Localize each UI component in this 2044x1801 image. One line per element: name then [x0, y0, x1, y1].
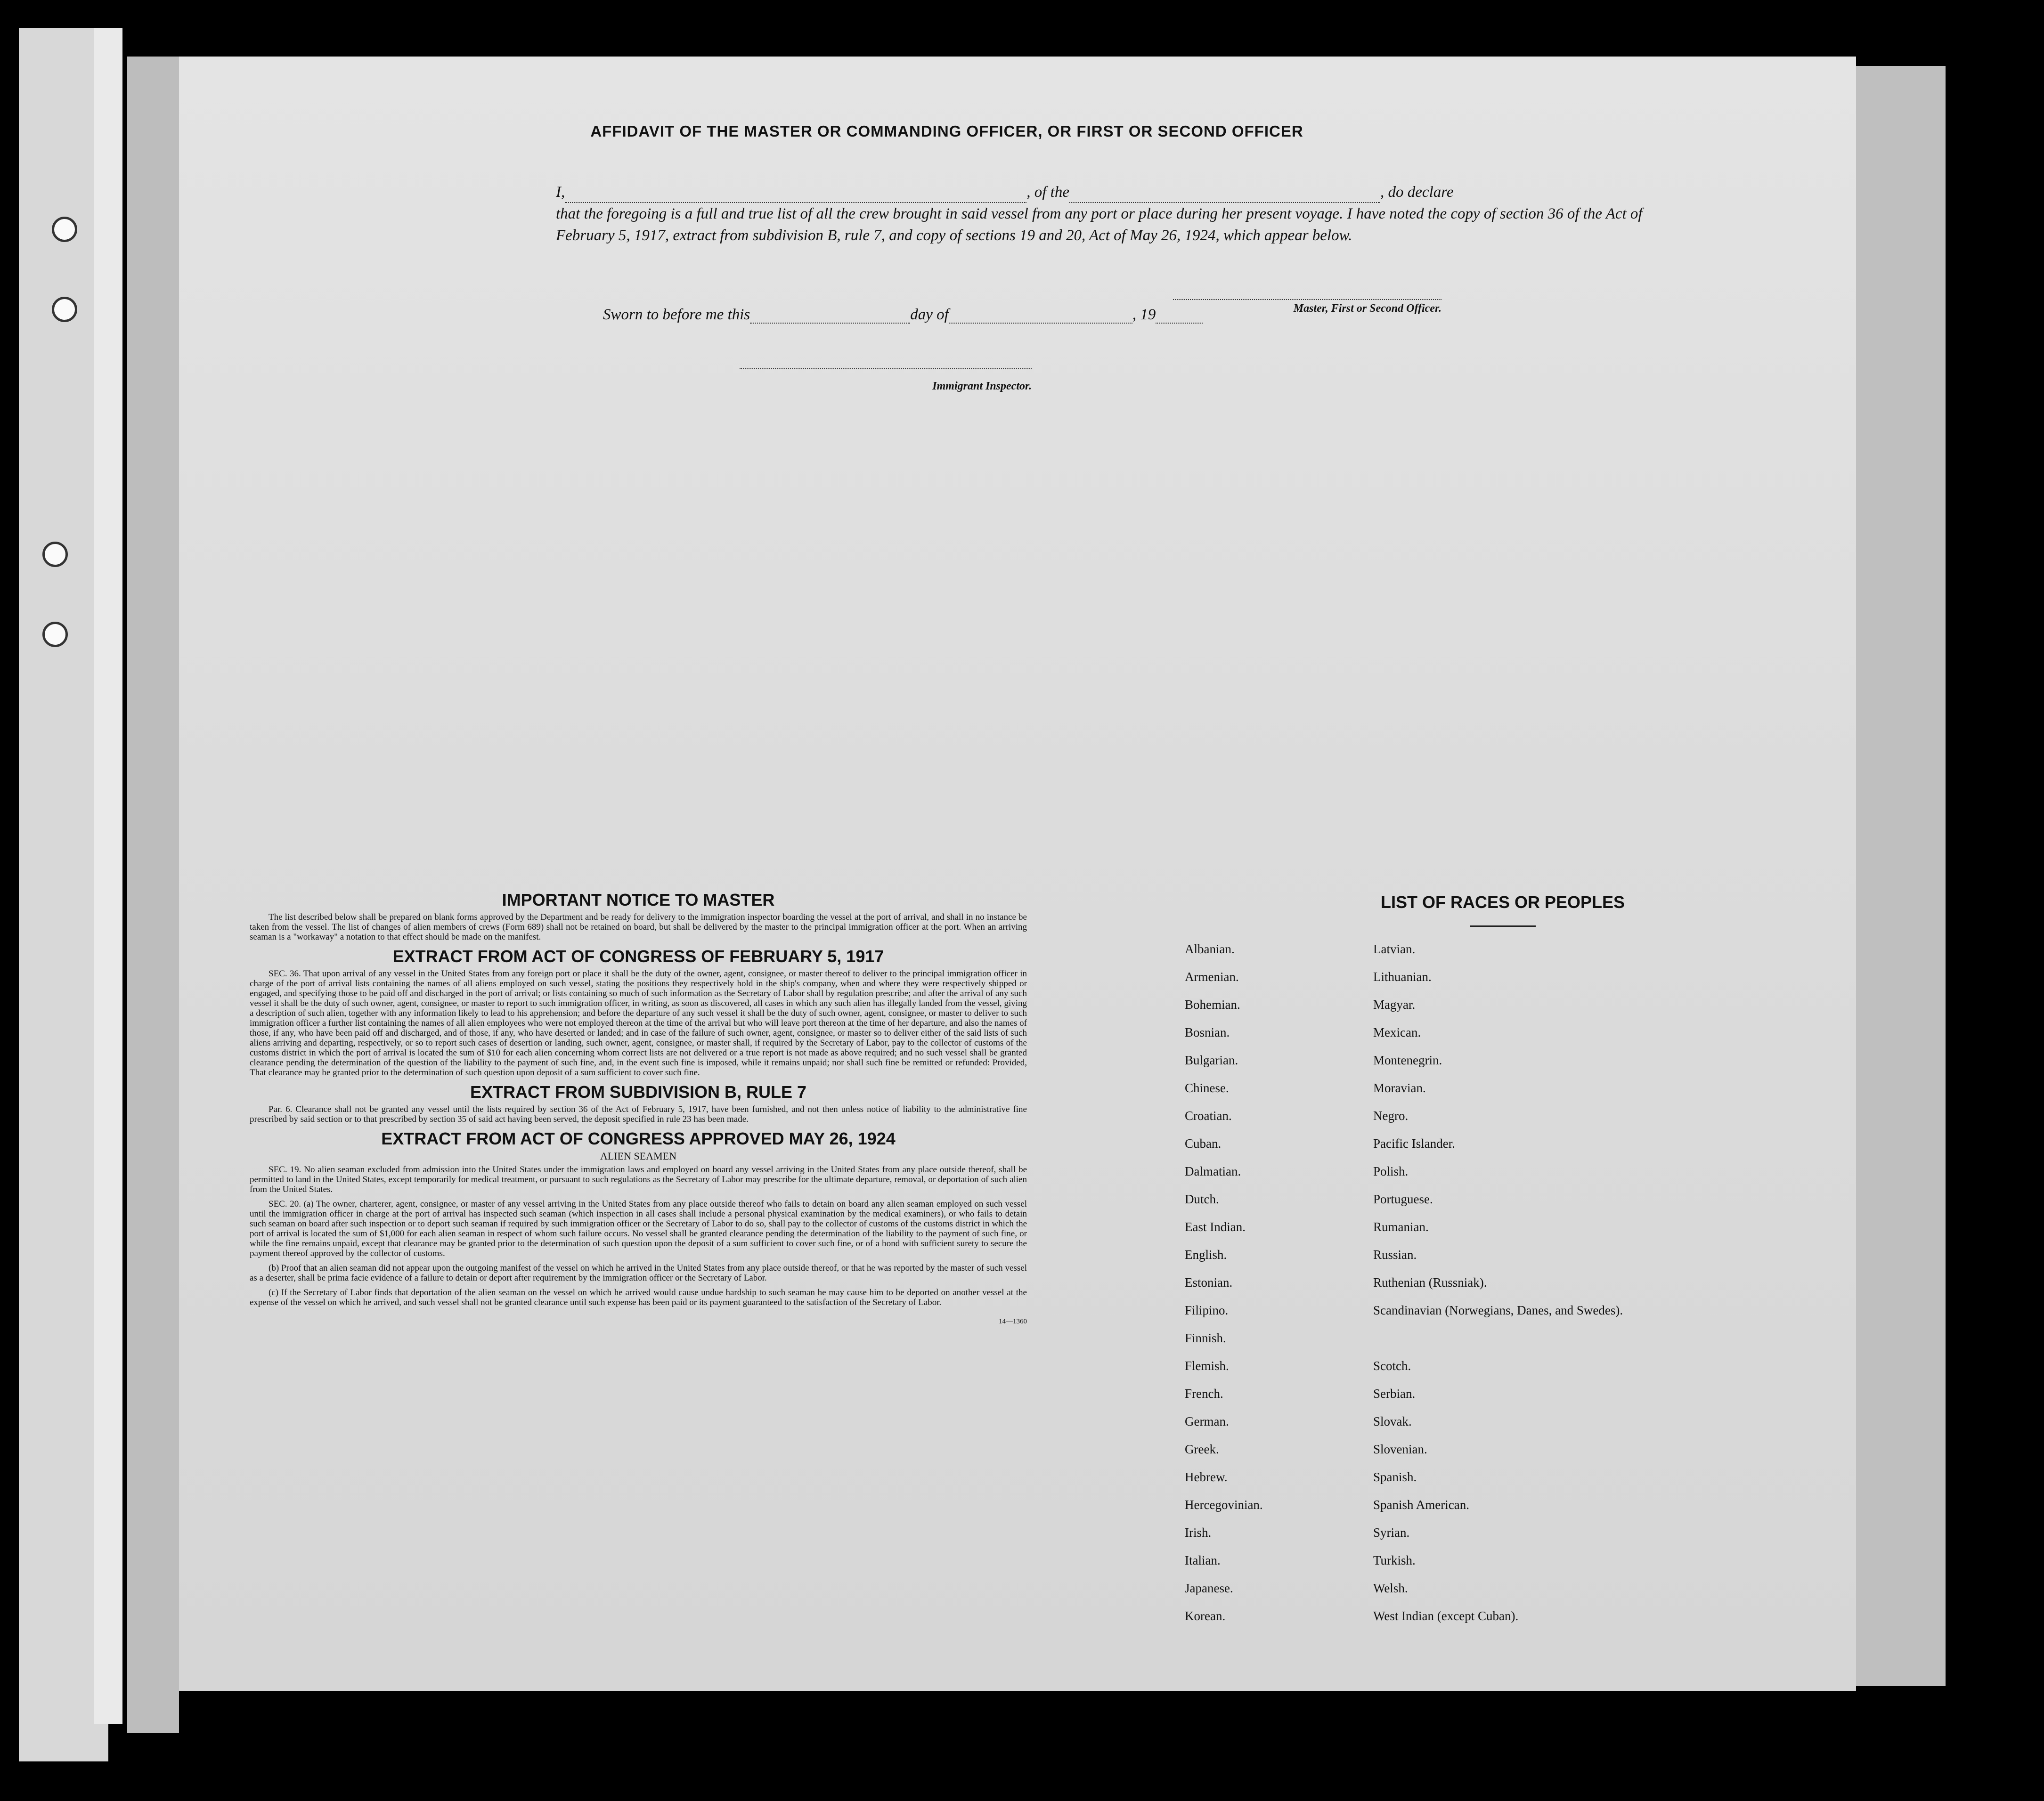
extract-rule7-text: Par. 6. Clearance shall not be granted any vessel until the lists required by section 36 of the Act of February 5, 1917, have been furnished, and not then unless notice of liability to the administrative fine prescribed by said section or to that prescribed by section 35 of said act having been served, the deposit specified in rule 23 has been made.: [250, 1104, 1027, 1124]
race-item: Dutch.: [1185, 1192, 1219, 1206]
binder-hole: [42, 622, 68, 647]
affidavit-i: I,: [556, 184, 565, 201]
affidavit-of-the: , of the: [1026, 184, 1069, 201]
race-item: West Indian (except Cuban).: [1373, 1609, 1519, 1623]
affidavit-declaration-line: [556, 181, 1653, 203]
race-item: Italian.: [1185, 1553, 1221, 1567]
section-20a-text: SEC. 20. (a) The owner, charterer, agent, consignee, or master of any vessel arriving in the United States from any place outside thereof who fails to detain on board any alien seaman employed on such vessel until the immigration officer in charge at the port of arrival has inspected such seaman (which inspection in all cases shall include a personal physical examination by the medical examiners), or who fails to detain such seaman on board after such inspection or to deport such seaman if required by such immigration officer or the Secretary of Labor to do so, shall pay to the collector of customs of the customs district in which the port of arrival is located the sum of $1,000 for each alien seaman in respect of whom such failure occurs. No vessel shall be granted clearance pending the determination of the liability to the payment of such fine, or while the fine remains unpaid, except that clearance may be granted prior to the determination of such question upon the deposit of a sum sufficient to cover such fine, or of a bond with sufficient surety to secure the payment thereof approved by the collector of customs.: [250, 1199, 1027, 1258]
race-item: Greek.: [1185, 1442, 1219, 1456]
race-item: Armenian.: [1185, 970, 1239, 984]
race-item: Flemish.: [1185, 1359, 1229, 1373]
race-item: Russian.: [1373, 1248, 1417, 1262]
races-title: LIST OF RACES OR PEOPLES: [1380, 892, 1625, 912]
races-column-1: [1185, 942, 1364, 1637]
race-item: Estonian.: [1185, 1275, 1233, 1290]
race-item: Mexican.: [1373, 1025, 1421, 1039]
races-column-2: [1373, 942, 1656, 1637]
race-item: French.: [1185, 1387, 1223, 1401]
race-item: Slovenian.: [1373, 1442, 1427, 1456]
race-item: Negro.: [1373, 1109, 1409, 1123]
race-item: Bulgarian.: [1185, 1053, 1238, 1067]
race-item: German.: [1185, 1414, 1229, 1428]
race-item: Hercegovinian.: [1185, 1498, 1263, 1512]
race-item: East Indian.: [1185, 1220, 1246, 1234]
section-20c-text: (c) If the Secretary of Labor finds that deportation of the alien seaman on the vessel on which he arrived would cause undue hardship to such seaman he may cause him to be deported on another vessel at the expense of the vessel on which he arrived, and such vessel shall not be granted clearance until such expense has been paid or its payment guaranteed to the satisfaction of the Secretary of Labor.: [250, 1288, 1027, 1307]
race-item: Scotch.: [1373, 1359, 1411, 1373]
race-item: Irish.: [1185, 1525, 1212, 1540]
section-20b-text: (b) Proof that an alien seaman did not appear upon the outgoing manifest of the vessel on which he arrived in the United States from any place outside thereof, or that he was reported by the master of such vessel as a deserter, shall be prima facie evidence of a failure to detain or deport after requirement by the immigration officer or the Secretary of Labor.: [250, 1263, 1027, 1283]
race-item: Pacific Islander.: [1373, 1136, 1455, 1151]
underlying-sheet-edge: [1851, 66, 1946, 1686]
form-number: 14—1360: [999, 1318, 1027, 1325]
race-item: Scandinavian (Norwegians, Danes, and Swedes).: [1373, 1303, 1623, 1317]
sworn-year-field[interactable]: [1156, 323, 1203, 324]
sworn-date-field[interactable]: [750, 323, 910, 324]
binder-hole: [52, 297, 77, 322]
race-item: Welsh.: [1373, 1581, 1408, 1595]
binder-hole: [52, 217, 77, 242]
race-item: Rumanian.: [1373, 1220, 1429, 1234]
race-item: Cuban.: [1185, 1136, 1222, 1151]
race-item: Hebrew.: [1185, 1470, 1228, 1484]
inspector-signature-line[interactable]: [740, 363, 1032, 369]
race-item: Spanish American.: [1373, 1498, 1469, 1512]
extract-1917-title: EXTRACT FROM ACT OF CONGRESS OF FEBRUARY 5, 1917: [392, 947, 884, 966]
master-signature-line[interactable]: [1173, 290, 1441, 300]
race-item: Ruthenian (Russniak).: [1373, 1275, 1487, 1290]
race-item: Syrian.: [1373, 1525, 1410, 1540]
day-of-label: day of: [910, 306, 949, 323]
race-item: Croatian.: [1185, 1109, 1232, 1123]
section-19-text: SEC. 19. No alien seaman excluded from admission into the United States under the immigration laws and employed on board any vessel arriving in the United States from any place outside thereof, shall be permitted to land in the United States, except temporarily for medical treatment, or pursuant to such regulations as the Secretary of Labor may prescribe for the ultimate departure, removal, or deportation of such alien from the United States.: [250, 1165, 1027, 1194]
extract-1917-text: SEC. 36. That upon arrival of any vessel in the United States from any foreign port or place it shall be the duty of the owner, agent, consignee, or master thereof to deliver to the principal immigration officer in charge of the port of arrival lists containing the names of all aliens employed on such vessel, stating the positions they respectively hold in the ship's company, when and where they were respectively shipped or engaged, and specifying those to be paid off and discharged in the port of arrival; or lists containing so much of such information as the Secretary of Labor shall by regulation prescribe; and after the arrival of any such vessel it shall be the duty of such owner, agent, consignee, or master to report to such immigration officer, in writing, as soon as discovered, all cases in which any such alien has illegally landed from the vessel, giving a description of such alien, together with any information likely to lead to his apprehension; and before the departure of any such vessel it shall be the duty of such owner, agent, consignee, or master to deliver to such immigration officer a further list containing the names of all alien employees who were not employed thereon at the time of the arrival but who will leave port thereon at the time of her departure, and also the names of those, if any, who have been paid off and discharged, and of those, if any, who have deserted or landed; and in case of the failure of such owner, agent, consignee, or master so to deliver either of the said lists of such aliens arriving and departing, respectively, or so to report such cases of desertion or landing, such owner, agent, consignee, or master shall, if required by the Secretary of Labor, pay to the collector of customs of the customs district in which the port of arrival is located the sum of $10 for each alien concerning whom correct lists are not delivered or a true report is not made as above required; and no such vessel shall be granted clearance pending the determination of the question of the liability to the payment of such fine, and, in the event such fine is imposed, while it remains unpaid; nor shall such fine be remitted or refunded: Provided, That clearance may be granted prior to the determination of such question upon deposit of a sum sufficient to cover such fine.: [250, 969, 1027, 1078]
affidavit-text: that the foregoing is a full and true list of all the crew brought in said vessel from any port or place during her present voyage. I have noted the copy of section 36 of the Act of February 5, 1917, extract from subdivision B, rule 7, and copy of sections 19 and 20, Act of May 26, 1924, which appear below.: [556, 205, 1643, 244]
race-item: Chinese.: [1185, 1081, 1229, 1095]
sworn-label: Sworn to before me this: [603, 306, 750, 323]
races-divider: [1470, 925, 1536, 927]
race-item: Turkish.: [1373, 1553, 1416, 1567]
race-item: Polish.: [1373, 1164, 1409, 1178]
affidavit-do-declare: , do declare: [1380, 184, 1454, 201]
sworn-line: [603, 306, 1203, 324]
race-item: Bosnian.: [1185, 1025, 1230, 1039]
affidavit-body: [556, 181, 1653, 246]
race-item: Moravian.: [1373, 1081, 1426, 1095]
race-item: Slovak.: [1373, 1414, 1412, 1428]
extract-rule7-title: EXTRACT FROM SUBDIVISION B, RULE 7: [470, 1082, 807, 1102]
form-page: [179, 57, 1856, 1691]
race-item: Latvian.: [1373, 942, 1416, 956]
inspector-signature-block: [740, 363, 1032, 393]
master-signature-block: [1173, 290, 1441, 315]
binder-strip-inner: [94, 28, 122, 1724]
race-item: Japanese.: [1185, 1581, 1233, 1595]
notice-text: The list described below shall be prepared on blank forms approved by the Department and be ready for delivery to the immigration inspector boarding the vessel at the port of arrival, and shall in no instance be taken from the vessel. The list of changes of alien members of crews (Form 689) shall not be retained on board, but shall be delivered by the master to the principal immigration officer at the port. When an arriving seaman is a "workaway" a notation to that effect should be made on the manifest.: [250, 912, 1027, 942]
affidavit-title: AFFIDAVIT OF THE MASTER OR COMMANDING OFFICER, OR FIRST OR SECOND OFFICER: [590, 122, 1303, 140]
race-item: Magyar.: [1373, 998, 1416, 1012]
race-item: Serbian.: [1373, 1387, 1416, 1401]
race-item: Bohemian.: [1185, 998, 1240, 1012]
race-item: Montenegrin.: [1373, 1053, 1442, 1067]
legal-notices-column: [250, 890, 1027, 1327]
notice-title: IMPORTANT NOTICE TO MASTER: [502, 890, 775, 909]
inspector-signature-label: Immigrant Inspector.: [932, 380, 1032, 392]
race-item: Spanish.: [1373, 1470, 1417, 1484]
extract-1924-title: EXTRACT FROM ACT OF CONGRESS APPROVED MAY 26, 1924: [381, 1129, 896, 1148]
race-item: Albanian.: [1185, 942, 1235, 956]
back-sheet: [127, 57, 179, 1733]
binder-hole: [42, 542, 68, 567]
year-label: , 19: [1132, 306, 1156, 323]
race-item: Dalmatian.: [1185, 1164, 1241, 1178]
race-item: Filipino.: [1185, 1303, 1229, 1317]
sworn-month-field[interactable]: [949, 323, 1132, 324]
race-item: Portuguese.: [1373, 1192, 1433, 1206]
race-item: Korean.: [1185, 1609, 1226, 1623]
race-item: Finnish.: [1185, 1331, 1226, 1345]
alien-seamen-subtitle: ALIEN SEAMEN: [600, 1150, 676, 1162]
race-item: English.: [1185, 1248, 1227, 1262]
master-signature-label: Master, First or Second Officer.: [1293, 302, 1441, 315]
race-item: Lithuanian.: [1373, 970, 1432, 984]
